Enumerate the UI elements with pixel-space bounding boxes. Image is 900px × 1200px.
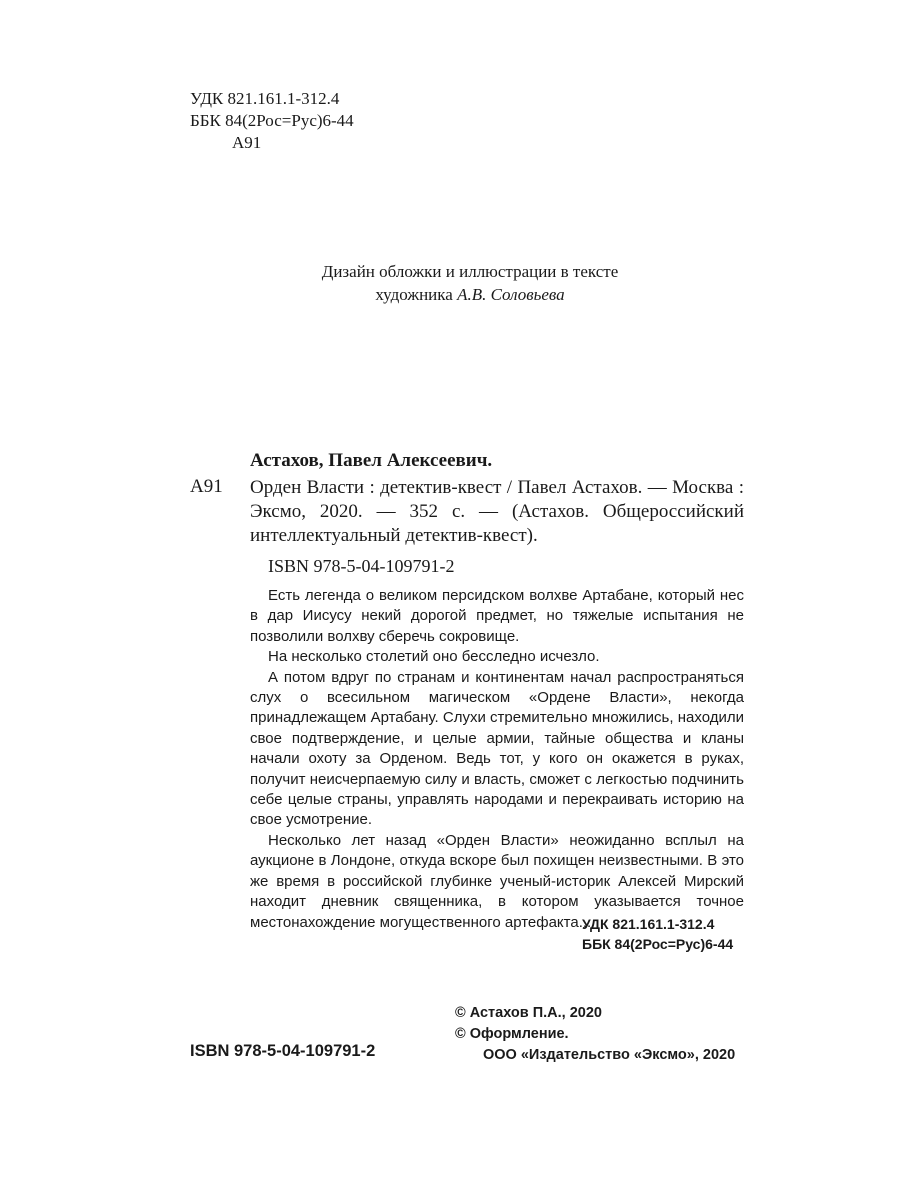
udk-code: УДК 821.161.1-312.4 [190, 89, 340, 108]
annotation [250, 586, 744, 933]
artist-name: А.В. Соловьева [457, 285, 565, 304]
copyright-publisher: ООО «Издательство «Эксмо», 2020 [483, 1047, 736, 1063]
design-credit [260, 260, 680, 306]
annotation-paragraph: А потом вдруг по странам и континентам начал распространяться слух о всесильном магическом «Ордене Власти», некогда принадлежащем Артабану. Слухи стремительно множились, находили свое подтверждение, и целые армии, тайные общества и кланы начали охоту за Орденом. Ведь тот, у кого он окажется в руках, получит неисчерпаемую силу и власть, сможет с легкостью подчинить себе целые страны, управлять народами и перекраивать историю на свое усмотрение. [250, 668, 744, 829]
annotation-paragraph: Есть легенда о великом персидском волхве Артабане, который нес в дар Иисусу некий дорогой предмет, но тяжелые испытания не позволили волхву сберечь сокровище. [250, 587, 744, 645]
bibliographic-description: Орден Власти : детектив-квест / Павел Астахов. — Москва : Эксмо, 2020. — 352 с. — (Астахов. Общероссийский интеллектуальный детектив-квест). [250, 477, 744, 546]
author-mark: А91 [232, 133, 262, 152]
entry-isbn: ISBN 978-5-04-109791-2 [268, 556, 455, 576]
copyright-block [455, 1003, 735, 1066]
bbk-code: ББК 84(2Рос=Рус)6-44 [190, 111, 354, 130]
annotation-paragraph: Несколько лет назад «Орден Власти» неожиданно всплыл на аукционе в Лондоне, откуда вскоре был похищен неизвестными. В это же время в российской глубинке ученый-историк Алексей Мирский находит дневник священника, в котором указывается точное местонахождение могущественного артефакта... [250, 831, 744, 931]
copyright-design: © Оформление. [455, 1026, 569, 1042]
annotation-paragraph: На несколько столетий оно бесследно исчезло. [268, 648, 600, 666]
design-credit-line: Дизайн обложки и иллюстрации в тексте [321, 262, 619, 281]
entry-author: Астахов, Павел Алексеевич. [250, 450, 493, 471]
udk-code-bottom: УДК 821.161.1-312.4 [582, 916, 715, 932]
classification-codes [190, 88, 354, 154]
classification-codes-bottom [582, 914, 733, 954]
design-credit-artist-line [260, 283, 680, 306]
bbk-code-bottom: ББК 84(2Рос=Рус)6-44 [582, 936, 734, 952]
entry-author-mark: А91 [190, 476, 223, 497]
artist-prefix: художника [375, 285, 458, 304]
isbn-bottom: ISBN 978-5-04-109791-2 [190, 1042, 376, 1060]
copyright-author: © Астахов П.А., 2020 [455, 1005, 602, 1021]
